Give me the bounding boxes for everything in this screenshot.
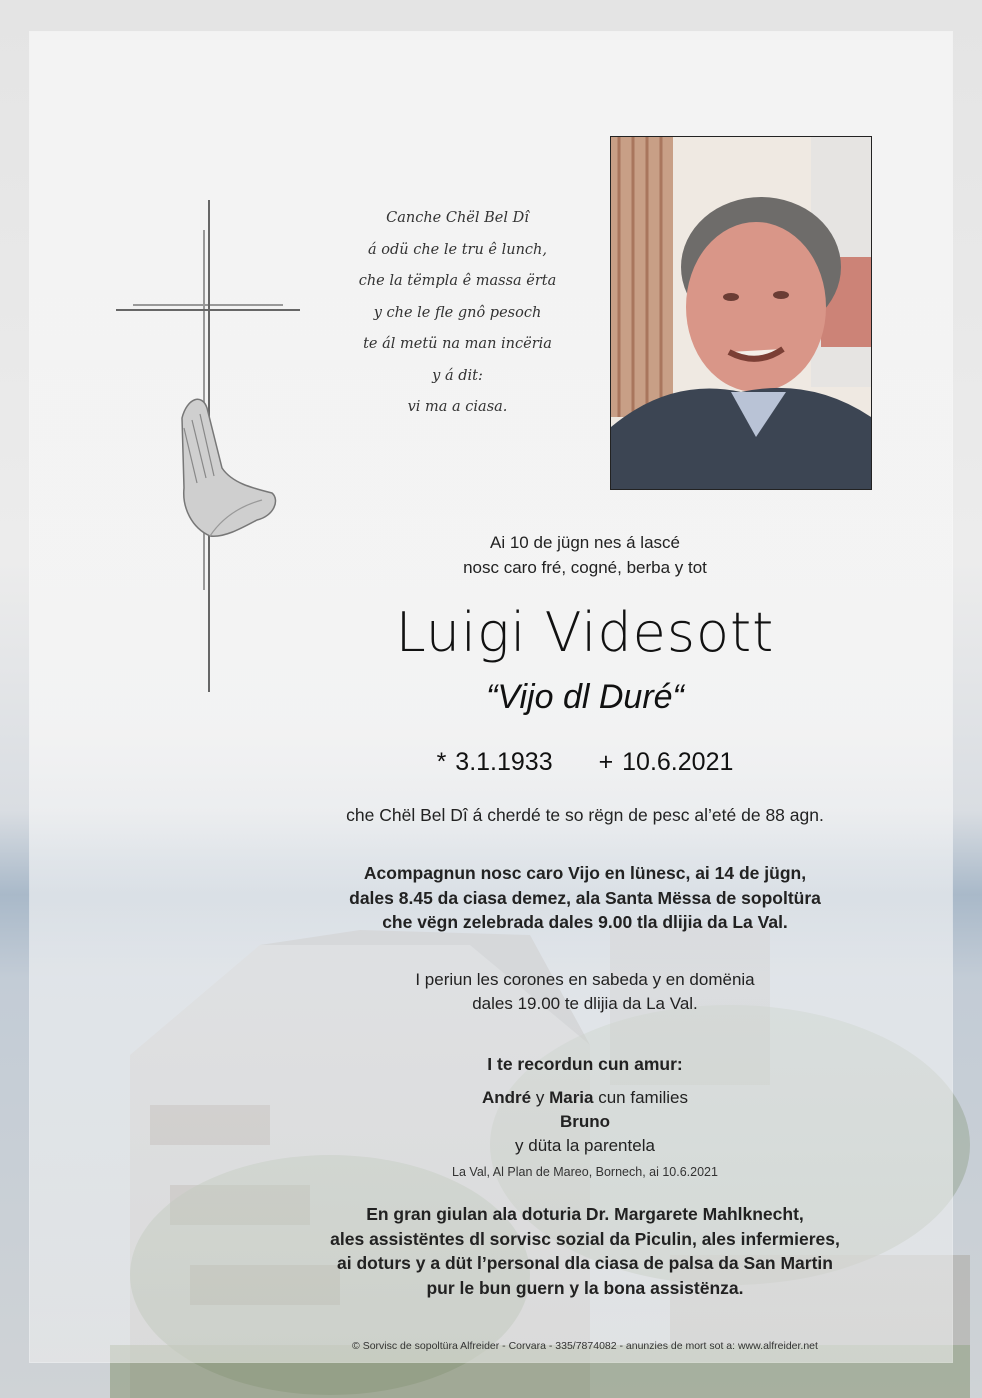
- remember-title: I te recordun cun amur:: [487, 1054, 683, 1074]
- life-dates: [290, 744, 880, 780]
- cross-icon-horizontal: [116, 309, 300, 311]
- death-date: + 10.6.2021: [598, 748, 734, 776]
- rosary-line: I periun les corones en sabeda y en domënia: [415, 970, 755, 989]
- rosary-info: [290, 968, 880, 1016]
- family-suffix: cun families: [593, 1088, 688, 1107]
- thanks-line: pur le bun guern y la bona assistënza.: [426, 1277, 744, 1298]
- intro-line: Ai 10 de jügn nes á lascé: [490, 533, 680, 552]
- funeral-line: che vëgn zelebrada dales 9.00 tla dlijia da La Val.: [382, 912, 788, 932]
- family-list: [290, 1086, 880, 1158]
- family-name: Maria: [549, 1088, 594, 1107]
- thanks-line: ai doturs y a düt l’personal dla ciasa de palsa da San Martin: [337, 1253, 833, 1273]
- poem-line: che la tëmpla ê massa ërta: [358, 273, 557, 289]
- footer-text: © Sorvisc de sopoltüra Alfreider - Corvara - 335/7874082 - anunzies de mort sot a: www.alfreider.net: [352, 1340, 818, 1352]
- intro-text: [290, 530, 880, 580]
- death-text: che Chël Bel Dî á cherdé te so rëgn de pesc al’eté de 88 agn.: [346, 805, 824, 825]
- funeral-line: Acompagnun nosc caro Vijo en lünesc, ai 14 de jügn,: [363, 863, 807, 883]
- family-name: Bruno: [559, 1112, 611, 1131]
- poem-line: y che le fle gnô pesoch: [373, 304, 542, 321]
- poem-line: te ál metü na man incëria: [363, 336, 552, 352]
- praying-hands-icon: [162, 388, 282, 548]
- poem-line: á odü che le tru ê lunch,: [368, 241, 547, 258]
- funeral-line: dales 8.45 da ciasa demez, ala Santa Mëssa de sopoltüra: [349, 887, 821, 908]
- family-conj: y: [531, 1088, 550, 1107]
- thanks-line: ales assistëntes dl sorvisc sozial da Piculin, ales infermieres,: [330, 1228, 840, 1249]
- poem-line: vi ma a ciasa.: [407, 399, 508, 415]
- poem-line: y á dit:: [432, 367, 483, 384]
- place-date: La Val, Al Plan de Mareo, Bornech, ai 10.6.2021: [452, 1165, 718, 1179]
- intro-line: nosc caro fré, cogné, berba y tot: [463, 558, 707, 577]
- poem-line: Canche Chël Bel Dî: [386, 210, 529, 226]
- family-line: [290, 1110, 880, 1134]
- birth-date: * 3.1.1933: [436, 748, 553, 776]
- thanks-text: [290, 1202, 880, 1300]
- funeral-info: [290, 861, 880, 935]
- family-name: André: [482, 1088, 532, 1107]
- rosary-line: dales 19.00 te dlijia da La Val.: [472, 994, 698, 1013]
- portrait-photo: [610, 136, 872, 490]
- family-line: y düta la parentela: [515, 1136, 655, 1155]
- deceased-name: Luigi Videsott: [395, 601, 775, 664]
- thanks-line: En gran giulan ala doturia Dr. Margarete Mahlknecht,: [366, 1204, 804, 1224]
- family-line: [290, 1086, 880, 1110]
- deceased-nickname: “Vijo dl Duré“: [486, 678, 684, 716]
- poem: [340, 203, 575, 424]
